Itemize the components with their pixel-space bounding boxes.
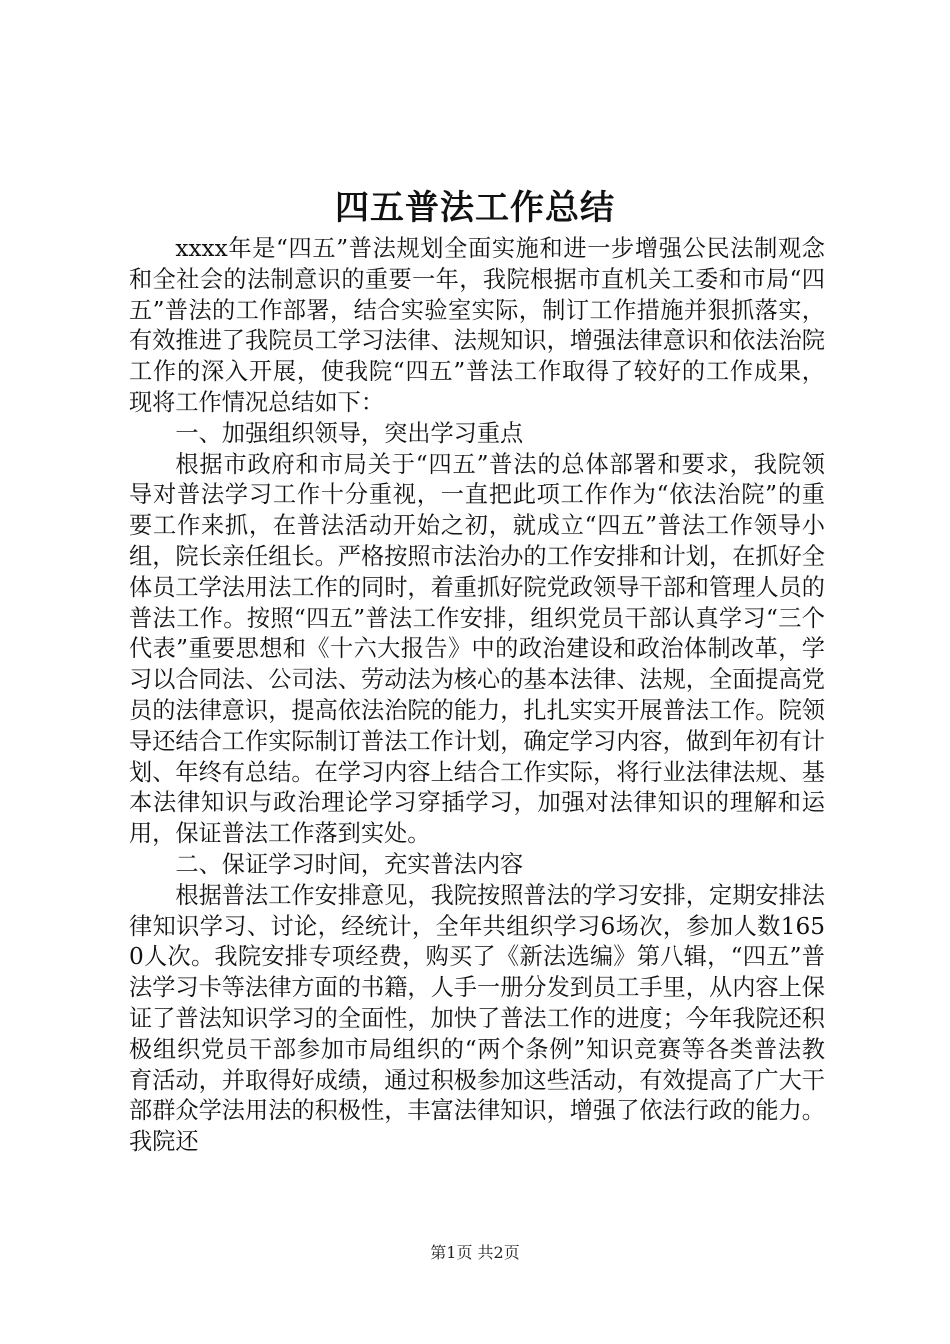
section-1-paragraph: 根据市政府和市局关于“四五”普法的总体部署和要求，我院领导对普法学习工作十分重视，一直把此项工作作为“依法治院”的重要工作来抓，在普法活动开始之初，就成立“四五”普法工作领导小组，院长亲任组长。严格按照市法治办的工作安排和计划，在抓好全体员工学法用法工作的同时，着重抓好院党政领导干部和管理人员的普法工作。按照“四五”普法工作安排，组织党员干部认真学习“三个代表”重要思想和《十六大报告》中的政治建设和政治体制改革，学习以合同法、公司法、劳动法为核心的基本法律、法规，全面提高党员的法律意识，提高依法治院的能力，扎扎实实开展普法工作。院领导还结合工作实际制订普法工作计划，确定学习内容，做到年初有计划、年终有总结。在学习内容上结合工作实际，将行业法律法规、基本法律知识与政治理论学习穿插学习，加强对法律知识的理解和运用，保证普法工作落到实处。 <box>129 450 825 848</box>
document-body <box>129 234 825 1158</box>
section-heading-2: 二、保证学习时间，充实普法内容 <box>175 850 524 878</box>
section-2-paragraph: 根据普法工作安排意见，我院按照普法的学习安排，定期安排法律知识学习、讨论，经统计，全年共组织学习6场次，参加人数1650人次。我院安排专项经费，购买了《新法选编》第八辑，“四五”普法学习卡等法律方面的书籍，人手一册分发到员工手里，从内容上保证了普法知识学习的全面性，加快了普法工作的进度；今年我院还积极组织党员干部参加市局组织的“两个条例”知识竞赛等各类普法教育活动，并取得好成绩，通过积极参加这些活动，有效提高了广大干部群众学法用法的积极性，丰富法律知识，增强了依法行政的能力。我院还 <box>129 881 825 1156</box>
intro-paragraph: xxxx年是“四五”普法规划全面实施和进一步增强公民法制观念和全社会的法制意识的重要一年，我院根据市直机关工委和市局“四五”普法的工作部署，结合实验室实际，制订工作措施并狠抓落实，有效推进了我院员工学习法律、法规知识，增强法律意识和依法治院工作的深入开展，使我院“四五”普法工作取得了较好的工作成果，现将工作情况总结如下： <box>129 235 825 416</box>
document-title: 四五普法工作总结 <box>335 188 615 228</box>
page-footer: 第1页 共2页 <box>430 1243 520 1262</box>
section-heading-1: 一、加强组织领导，突出学习重点 <box>175 419 524 447</box>
